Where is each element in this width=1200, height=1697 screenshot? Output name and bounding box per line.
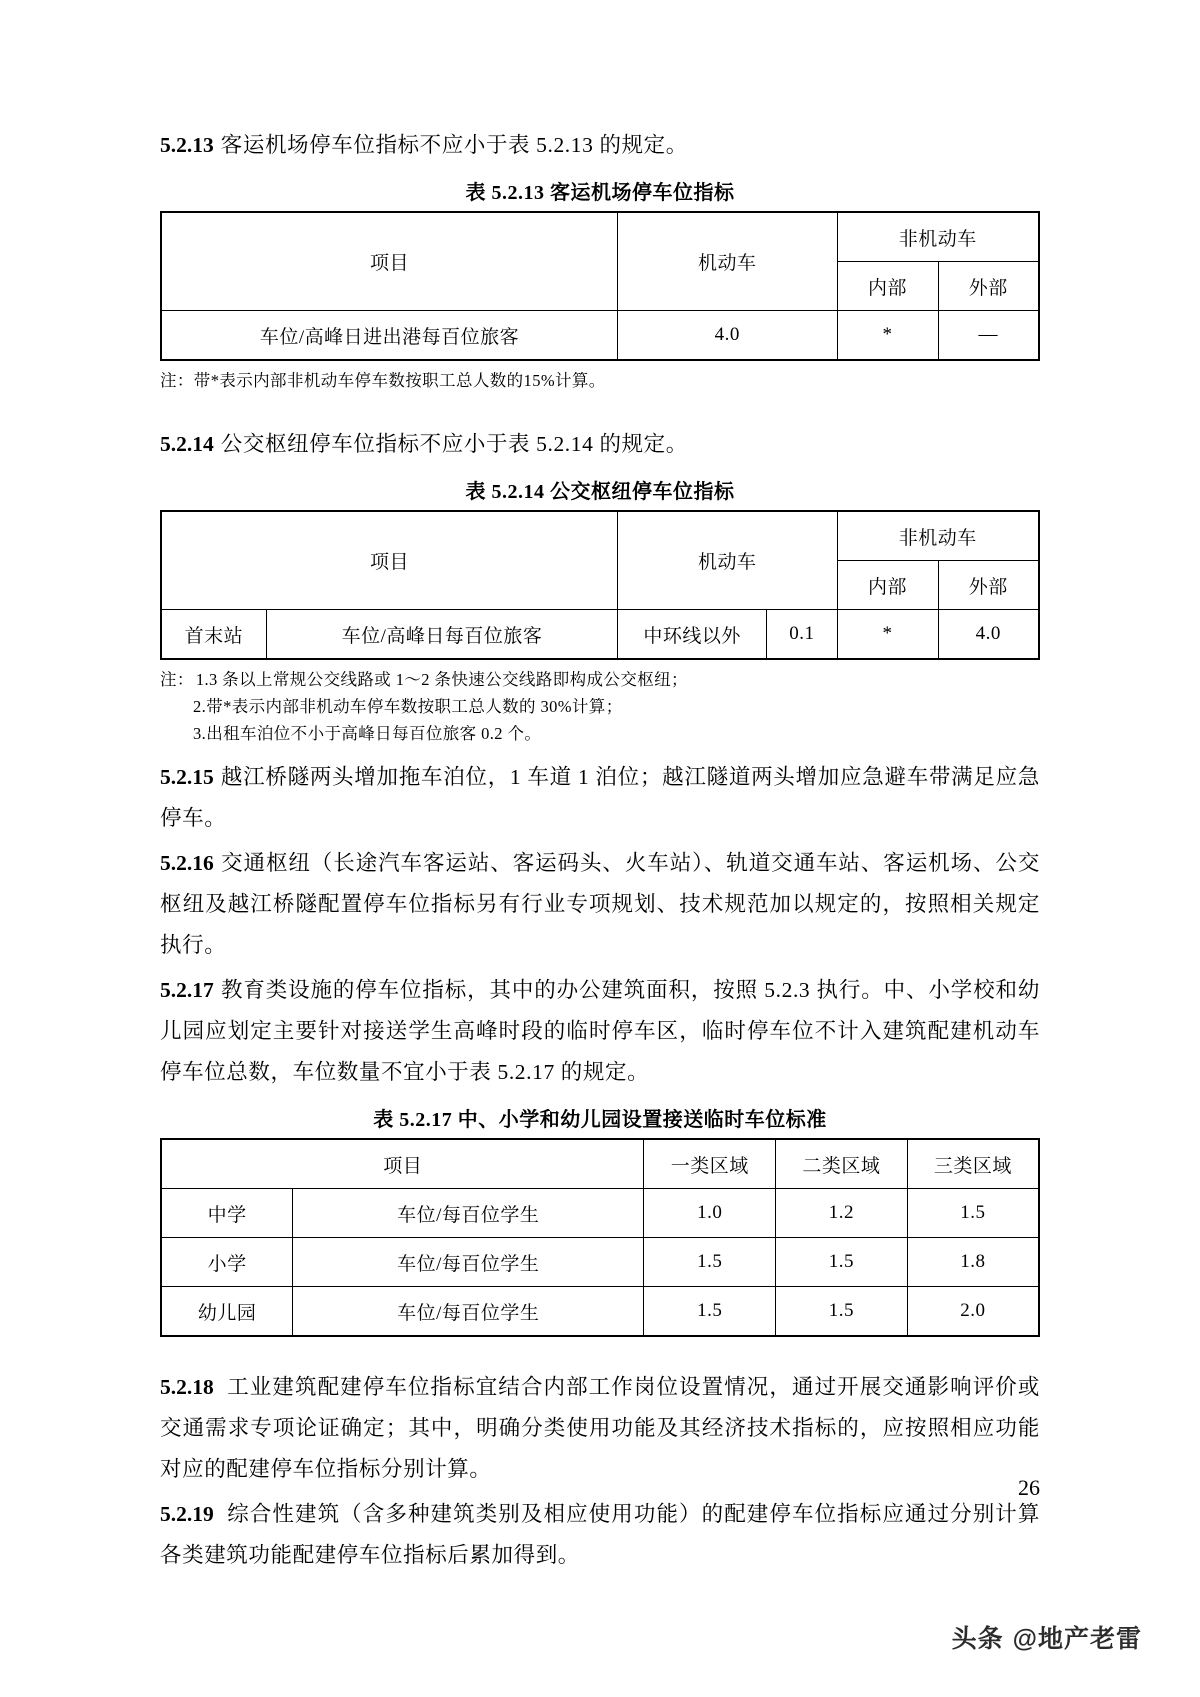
table-5-2-17 (160, 1138, 1040, 1337)
table-5-2-14 (160, 510, 1040, 660)
header-motor-vehicle: 机动车 (618, 511, 837, 610)
table-note-5-2-13: 注：带*表示内部非机动车停车数按职工总人数的15%计算。 (160, 371, 606, 390)
clause-5-2-13 (160, 125, 1040, 166)
note-text: 3 条以上常规公交线路或 1～2 条快速公交线路即构成公交枢纽； (209, 670, 688, 689)
clause-5-2-14 (160, 424, 1040, 465)
header-non-motor-vehicle: 非机动车 (837, 212, 1039, 262)
header-zone-2: 二类区域 (776, 1139, 908, 1189)
clause-text: 客运机场停车位指标不应小于表 5.2.13 的规定。 (220, 133, 688, 157)
table-caption-5-2-17: 表 5.2.17 中、小学和幼儿园设置接送临时车位标准 (373, 1109, 827, 1131)
note-line (160, 666, 1040, 693)
note-text: 出租车泊位不小于高峰日每百位旅客 0.2 个。 (206, 724, 542, 743)
table-row (161, 1139, 1039, 1189)
cell-zone-3: 1.5 (907, 1189, 1039, 1238)
table-row (161, 1189, 1039, 1238)
header-motor-vehicle: 机动车 (618, 212, 838, 311)
cell-internal: * (837, 610, 938, 660)
clause-5-2-19 (160, 1494, 1040, 1576)
cell-zone-1: 1.0 (644, 1189, 776, 1238)
cell-zone-3: 2.0 (907, 1287, 1039, 1337)
note-line (160, 693, 1040, 720)
cell-motor-value: 0.1 (767, 610, 837, 660)
table-caption-5-2-13: 表 5.2.13 客运机场停车位指标 (465, 182, 735, 204)
note-text: 带*表示内部非机动车停车数按职工总人数的 30%计算； (206, 697, 623, 716)
note-number: 1. (195, 670, 209, 689)
cell-item: 车位/高峰日每百位旅客 (266, 610, 617, 660)
table-row (161, 311, 1039, 361)
cell-category: 首末站 (161, 610, 266, 660)
cell-item: 车位/每百位学生 (293, 1287, 644, 1337)
note-label: 注： (160, 670, 194, 689)
cell-external: 4.0 (938, 610, 1039, 660)
cell-item: 车位/每百位学生 (293, 1238, 644, 1287)
table-row (161, 212, 1039, 262)
clause-text: 综合性建筑（含多种建筑类别及相应使用功能）的配建停车位指标应通过分别计算各类建筑功能配建停车位指标后累加得到。 (160, 1502, 1040, 1567)
table-caption-5-2-14: 表 5.2.14 公交枢纽停车位指标 (465, 481, 735, 503)
clause-5-2-17 (160, 970, 1040, 1093)
table-notes-5-2-14 (160, 666, 1040, 747)
cell-item: 车位/高峰日进出港每百位旅客 (161, 311, 618, 361)
header-non-motor-vehicle: 非机动车 (837, 511, 1039, 561)
cell-external: — (938, 311, 1039, 361)
cell-zone-2: 1.2 (776, 1189, 908, 1238)
header-item: 项目 (161, 511, 618, 610)
watermark-text: @地产老雷 (1012, 1625, 1142, 1653)
table-5-2-13 (160, 211, 1040, 361)
cell-category: 中学 (161, 1189, 293, 1238)
cell-category: 幼儿园 (161, 1287, 293, 1337)
clause-number: 5.2.18 (160, 1375, 214, 1399)
page-number: 26 (1018, 1475, 1040, 1500)
cell-zone-3: 1.8 (907, 1238, 1039, 1287)
header-external: 外部 (938, 262, 1039, 311)
watermark (952, 1619, 1142, 1655)
watermark-logo: 头条 (951, 1625, 1004, 1653)
clause-text: 交通枢纽（长途汽车客运站、客运码头、火车站）、轨道交通车站、客运机场、公交枢纽及越江桥隧配置停车位指标另有行业专项规划、技术规范加以规定的，按照相关规定执行。 (160, 851, 1040, 957)
note-line (160, 720, 1040, 747)
table-row (161, 511, 1039, 561)
header-external: 外部 (938, 561, 1039, 610)
cell-internal: * (837, 311, 938, 361)
header-internal: 内部 (837, 561, 938, 610)
header-zone-1: 一类区域 (644, 1139, 776, 1189)
header-item: 项目 (161, 212, 618, 311)
table-row (161, 1287, 1039, 1337)
note-number: 2. (193, 697, 207, 716)
clause-5-2-15 (160, 757, 1040, 839)
cell-motor-vehicle: 4.0 (618, 311, 838, 361)
clause-number: 5.2.17 (160, 978, 214, 1002)
clause-text: 工业建筑配建停车位指标宜结合内部工作岗位设置情况，通过开展交通影响评价或交通需求专项论证确定；其中，明确分类使用功能及其经济技术指标的，应按照相应功能对应的配建停车位指标分别计算。 (160, 1375, 1040, 1481)
cell-zone-1: 1.5 (644, 1238, 776, 1287)
clause-text: 越江桥隧两头增加拖车泊位，1 车道 1 泊位；越江隧道两头增加应急避车带满足应急停车。 (160, 765, 1040, 830)
clause-5-2-16 (160, 843, 1040, 966)
clause-number: 5.2.15 (160, 765, 214, 789)
cell-item: 车位/每百位学生 (293, 1189, 644, 1238)
header-zone-3: 三类区域 (907, 1139, 1039, 1189)
table-row (161, 610, 1039, 660)
clause-text: 公交枢纽停车位指标不应小于表 5.2.14 的规定。 (220, 432, 688, 456)
cell-zone-1: 1.5 (644, 1287, 776, 1337)
clause-number: 5.2.19 (160, 1502, 214, 1526)
header-item: 项目 (161, 1139, 644, 1189)
clause-number: 5.2.16 (160, 851, 214, 875)
cell-zone-2: 1.5 (776, 1238, 908, 1287)
clause-text: 教育类设施的停车位指标，其中的办公建筑面积，按照 5.2.3 执行。中、小学校和幼儿园应划定主要针对接送学生高峰时段的临时停车区，临时停车位不计入建筑配建机动车停车位总数，车位数量不宜小于表 5.2.17 的规定。 (160, 978, 1040, 1084)
cell-motor-label: 中环线以外 (618, 610, 767, 660)
cell-category: 小学 (161, 1238, 293, 1287)
header-internal: 内部 (837, 262, 938, 311)
note-number: 3. (193, 724, 207, 743)
clause-number: 5.2.14 (160, 432, 214, 456)
clause-number: 5.2.13 (160, 133, 214, 157)
cell-zone-2: 1.5 (776, 1287, 908, 1337)
clause-5-2-18 (160, 1367, 1040, 1490)
table-row (161, 1238, 1039, 1287)
